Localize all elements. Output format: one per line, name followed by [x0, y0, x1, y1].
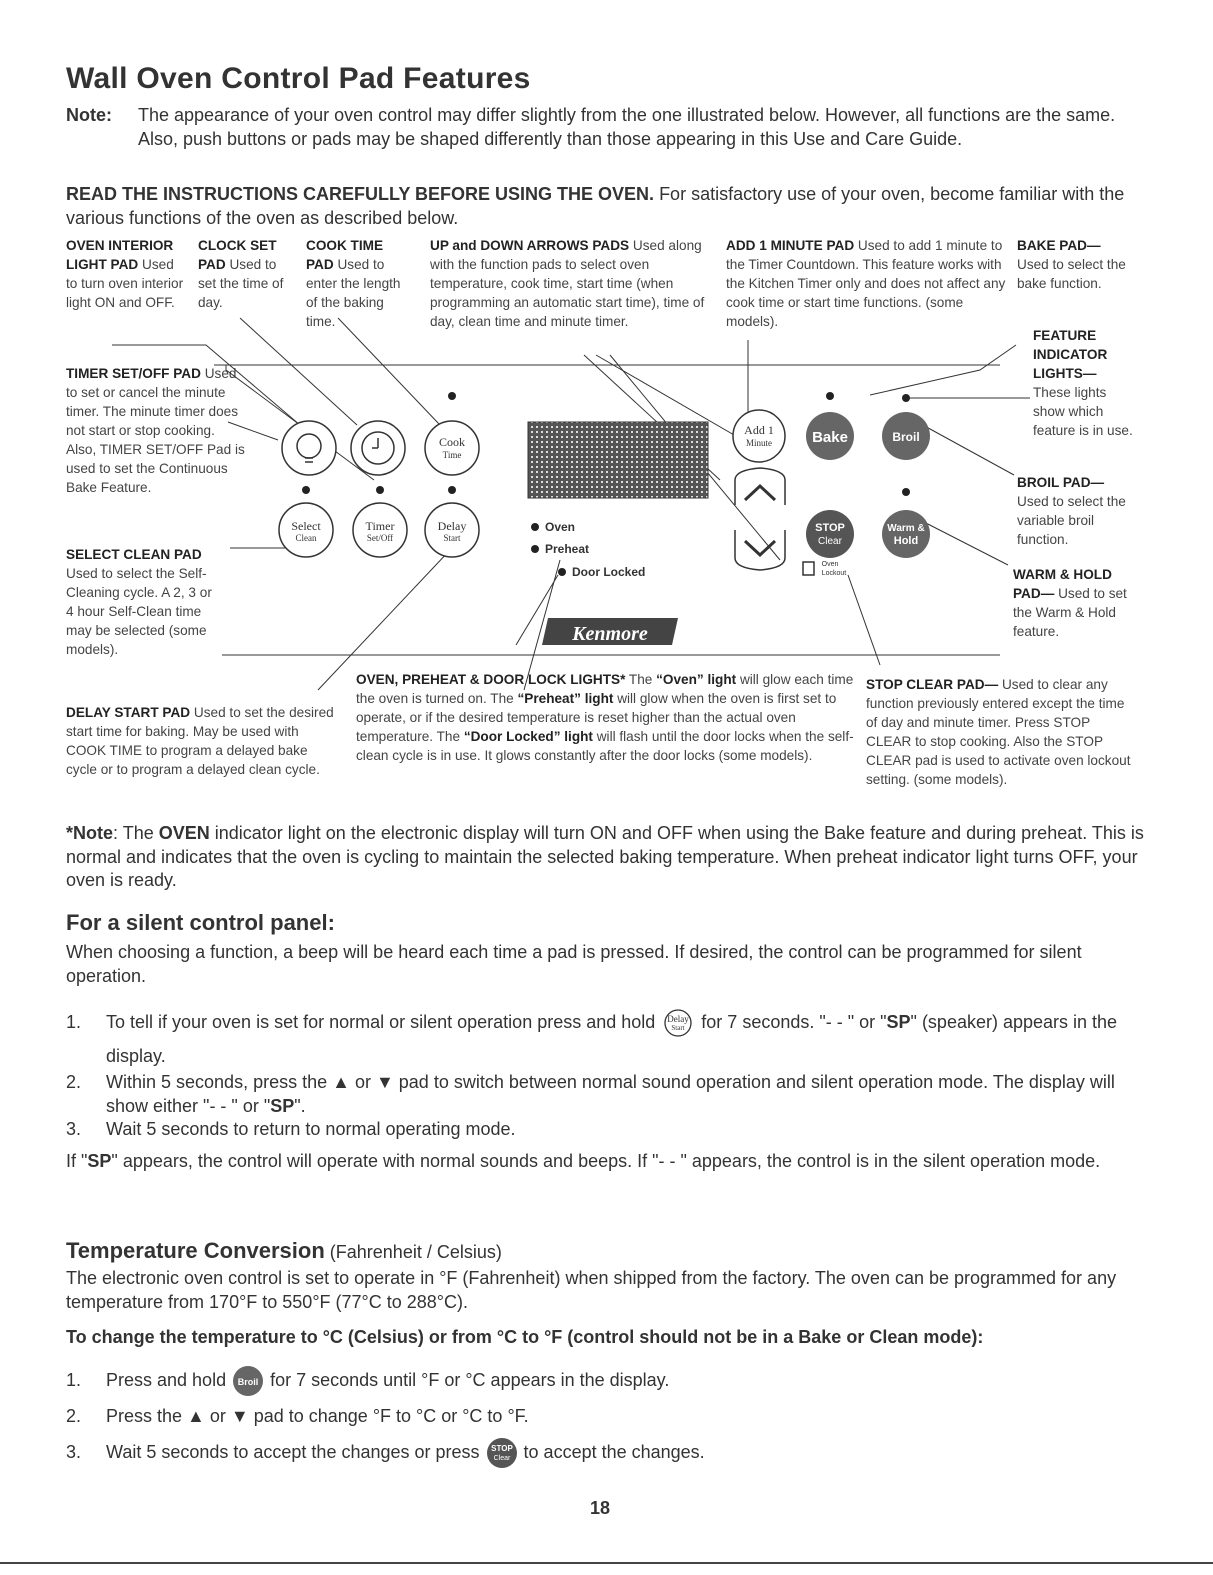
- stop-pad-label-bot: Clear: [818, 536, 842, 547]
- silent-step-1-num: 1.: [66, 1012, 82, 1032]
- bake-text: Used to select the bake function.: [1017, 257, 1126, 291]
- footnote-text-2: indicator light on the electronic display will turn ON and OFF when using the Bake feature and during preheat. This is normal and indicates that the oven is cycling to maintain the selected baking temperature. When preheat indicator light turns OFF, your oven is ready.: [66, 823, 1144, 890]
- note-text: The appearance of your oven control may differ slightly from the one illustrated below. However, all functions are the same. Also, push buttons or pads may be shaped differently than those appearing in this Use and Care Guide.: [138, 105, 1116, 149]
- add-minute-pad[interactable]: [733, 410, 785, 462]
- timer-heading: TIMER SET/OFF PAD: [66, 366, 201, 381]
- warm-pad-label-bot: Hold: [893, 535, 919, 547]
- temp-step-2-text-b: or: [204, 1406, 231, 1426]
- broil-pad-label: Broil: [892, 430, 920, 444]
- temp-step-3-text-a: Wait 5 seconds to accept the changes or press: [106, 1442, 485, 1462]
- cook-time-pad[interactable]: [425, 392, 479, 475]
- delay-pad-label-top: Delay: [437, 519, 467, 533]
- timer-text: Used to set or cancel the minute timer. The minute timer does not start or stop cooking. Also, TIMER SET/OFF Pad is used to set the Continuous Bake Feature.: [66, 366, 245, 495]
- lights-heading: OVEN, PREHEAT & DOOR LOCK LIGHTS*: [356, 672, 626, 687]
- footer-rule: [0, 1562, 1213, 1564]
- timer-set-off-pad[interactable]: [353, 486, 407, 557]
- page-number: 18: [590, 1498, 611, 1518]
- warm-text: Used to set the Warm & Hold feature.: [1013, 586, 1127, 639]
- silent-step-2-num: 2.: [66, 1072, 82, 1092]
- broil-pad-icon: [231, 1365, 265, 1397]
- lights-preheat: “Preheat” light: [517, 691, 614, 706]
- add-pad-label-top: Add 1: [744, 423, 774, 437]
- silent-step-2-sp: SP: [270, 1095, 295, 1116]
- lcd-display: [528, 422, 708, 498]
- select-pad-label-bot: Clean: [295, 533, 317, 543]
- silent-step-1: [66, 1005, 1146, 1073]
- silent-step-2-text-a: Within 5 seconds, press the: [106, 1072, 333, 1092]
- silent-step-1-sp: SP: [886, 1012, 911, 1032]
- silent-step-2-text-b: or: [349, 1072, 376, 1092]
- stop-clear-pad[interactable]: [806, 510, 854, 558]
- warm-pad-label-top: Warm &: [887, 523, 925, 534]
- temperature-intro: The electronic oven control is set to operate in °F (Fahrenheit) when shipped from the factory. The oven can be programmed for any temperature from 170°F to 550°F (77°C to 288°C).: [66, 1268, 1117, 1312]
- warm-hold-pad[interactable]: [882, 488, 930, 558]
- temp-step-2: [66, 1398, 1146, 1434]
- indicator-oven: [531, 520, 575, 534]
- select-pad-label-top: Select: [291, 519, 321, 533]
- silent-outro-sp: SP: [87, 1151, 112, 1171]
- silent-heading: For a silent control panel:: [66, 910, 335, 935]
- lights-text-2: will glow each time the oven is turned on. The: [356, 672, 854, 706]
- add-pad-label-bot: Minute: [746, 438, 772, 448]
- cook-time-text: Used to enter the length of the baking time.: [306, 257, 401, 329]
- svg-text:Start: Start: [671, 1024, 685, 1033]
- stop-pad-label-top: STOP: [815, 522, 845, 534]
- silent-intro: When choosing a function, a beep will be heard each time a pad is pressed. If desired, the control can be programmed for silent operation.: [66, 942, 1082, 986]
- clock-pad[interactable]: [351, 421, 405, 475]
- cook-pad-label-bot: Time: [442, 450, 462, 460]
- temp-step-3-text-b: to accept the changes.: [518, 1442, 705, 1462]
- up-arrow-pad[interactable]: [735, 468, 785, 505]
- footnote-label: *Note: [66, 823, 114, 843]
- silent-step-2-text-c: pad to switch between normal sound operation and silent operation mode. The display will show either "- - " or ": [106, 1072, 1115, 1116]
- delay-text: Used to set the desired start time for baking. May be used with COOK TIME to program a delayed bake cycle or to program a delayed clean cycle.: [66, 705, 334, 777]
- temperature-steps: [66, 1362, 1146, 1470]
- feature-text: These lights show which feature is in use.: [1033, 385, 1133, 438]
- broil-pad[interactable]: [882, 394, 930, 460]
- temp-step-1-text-b: for 7 seconds until °F or °C appears in the display.: [265, 1370, 670, 1390]
- note-label: Note:: [66, 105, 112, 125]
- silent-outro-a: If ": [66, 1151, 88, 1171]
- intro-text: For satisfactory use of your oven, become familiar with the various functions of the oven as described below.: [66, 184, 1125, 228]
- down-arrow-icon: ▼: [230, 1406, 249, 1426]
- silent-step-2-text-d: ".: [294, 1095, 306, 1116]
- silent-outro: [66, 1150, 1146, 1174]
- cook-pad-label-top: Cook: [438, 435, 466, 449]
- arrows-heading: UP and DOWN ARROWS PADS: [430, 238, 630, 253]
- lights-text-1: The: [625, 672, 657, 687]
- select-heading: SELECT CLEAN PAD: [66, 547, 202, 562]
- up-arrow-icon: ▲: [332, 1072, 350, 1092]
- intro-bold: READ THE INSTRUCTIONS CAREFULLY BEFORE USING THE OVEN.: [66, 184, 655, 204]
- lights-text-3: will glow when the oven is first set to operate, or if the desired temperature is reset higher than the actual oven temperature. The: [356, 691, 837, 744]
- timer-pad-label-bot: Set/Off: [366, 533, 394, 543]
- lockout-label-top: Oven: [821, 561, 839, 568]
- bake-heading: BAKE PAD—: [1017, 238, 1101, 253]
- lockout-label-bot: Lockout: [821, 570, 847, 577]
- temp-step-2-text-a: Press the: [106, 1406, 188, 1426]
- delay-start-pad-icon: [660, 1008, 696, 1038]
- lights-text-4: will flash until the door locks when the self-clean cycle is in use. It glows constantly after the door locks (some models).: [356, 729, 854, 763]
- temp-step-1-num: 1.: [66, 1370, 82, 1390]
- brand-label: Kenmore: [572, 623, 648, 645]
- indicator-preheat: [531, 542, 589, 556]
- svg-text:Delay: Delay: [667, 1014, 690, 1025]
- broil-heading: BROIL PAD—: [1017, 475, 1105, 490]
- silent-step-3-num: 3.: [66, 1119, 82, 1139]
- page-title: Wall Oven Control Pad Features: [66, 62, 531, 95]
- temperature-heading: [66, 1238, 502, 1264]
- temperature-bold-line: To change the temperature to °C (Celsius) or from °C to °F (control should not be in a Bake or Clean mode):: [66, 1327, 984, 1347]
- indicator-door-label: Door Locked: [572, 565, 646, 579]
- add1-text: Used to add 1 minute to the Timer Countdown. This feature works with the Kitchen Timer only and does not affect any cook time or start time functions. (some models).: [726, 238, 1006, 329]
- lights-door: “Door Locked” light: [463, 729, 593, 744]
- indicator-preheat-label: Preheat: [545, 542, 590, 556]
- delay-heading: DELAY START PAD: [66, 705, 191, 720]
- delay-pad-label-bot: Start: [443, 533, 461, 543]
- oven-light-pad[interactable]: [282, 421, 336, 475]
- svg-text:Clear: Clear: [493, 1455, 510, 1463]
- warm-heading: WARM & HOLD PAD—: [1013, 567, 1112, 601]
- arrows-text: Used along with the function pads to select oven temperature, cook time, start time (when programming an automatic start time), time of day, clean time and minute timer.: [430, 238, 705, 329]
- temp-step-2-text-c: pad to change °F to °C or °C to °F.: [248, 1406, 529, 1426]
- feature-heading: FEATURE INDICATOR LIGHTS—: [1033, 328, 1108, 381]
- temp-step-3: [66, 1434, 1146, 1470]
- stop-text: Used to clear any function previously entered except the time of day and minute timer. Press STOP CLEAR to stop cooking. Also the STOP CLEAR pad is used to activate oven lockout setting. (some models).: [866, 677, 1131, 787]
- bake-pad-label: Bake: [812, 429, 848, 446]
- indicator-door-locked: [558, 565, 645, 579]
- lights-oven: “Oven” light: [656, 672, 737, 687]
- svg-text:STOP: STOP: [490, 1444, 513, 1454]
- silent-outro-b: " appears, the control will operate with normal sounds and beeps. If "- - " appears, the control is in the silent operation mode.: [111, 1151, 1101, 1171]
- footnote-oven: OVEN: [158, 823, 210, 843]
- indicator-oven-label: Oven: [545, 520, 576, 534]
- delay-start-pad[interactable]: [425, 486, 479, 557]
- clock-text: Used to set the time of day.: [198, 257, 284, 310]
- temperature-heading-text: Temperature Conversion: [66, 1238, 325, 1263]
- kenmore-logo: [542, 618, 678, 645]
- add1-heading: ADD 1 MINUTE PAD: [726, 238, 855, 253]
- silent-step-3-text: Wait 5 seconds to return to normal operating mode.: [106, 1119, 516, 1139]
- temp-step-1: [66, 1362, 1146, 1398]
- broil-text: Used to select the variable broil function.: [1017, 494, 1126, 547]
- svg-text:Broil: Broil: [237, 1377, 259, 1388]
- silent-step-3: [66, 1118, 1146, 1142]
- up-arrow-icon: ▲: [187, 1406, 205, 1426]
- silent-step-1-text-a: To tell if your oven is set for normal or silent operation press and hold: [106, 1012, 661, 1032]
- silent-steps: [66, 1005, 1146, 1142]
- temperature-heading-sub: (Fahrenheit / Celsius): [324, 1242, 502, 1262]
- temp-step-2-num: 2.: [66, 1406, 82, 1426]
- down-arrow-icon: ▼: [375, 1072, 394, 1092]
- silent-step-1-text-c: " (speaker) appears in the display.: [106, 1012, 1118, 1066]
- footnote: [66, 822, 1146, 893]
- oven-lockout-indicator: [803, 561, 846, 577]
- stop-heading: STOP CLEAR PAD—: [866, 677, 999, 692]
- bake-pad[interactable]: [806, 392, 854, 460]
- timer-pad-label-top: Timer: [365, 519, 395, 533]
- silent-step-1-text-b: for 7 seconds. "- - " or ": [696, 1012, 887, 1032]
- cook-time-heading: COOK TIME PAD: [306, 238, 384, 272]
- silent-step-2: [66, 1071, 1146, 1118]
- oven-interior-heading: OVEN INTERIOR LIGHT PAD: [66, 238, 174, 272]
- temp-step-3-num: 3.: [66, 1442, 82, 1462]
- oven-interior-text: Used to turn oven interior light ON and OFF.: [66, 257, 184, 310]
- select-text: Used to select the Self-Cleaning cycle. A 2, 3 or 4 hour Self-Clean time may be selected (some models).: [66, 566, 212, 657]
- stop-clear-pad-icon: [485, 1437, 519, 1469]
- clock-heading: CLOCK SET PAD: [198, 238, 277, 272]
- select-clean-pad[interactable]: [279, 486, 333, 557]
- temp-step-1-text-a: Press and hold: [106, 1370, 232, 1390]
- footnote-text-1: : The: [113, 823, 159, 843]
